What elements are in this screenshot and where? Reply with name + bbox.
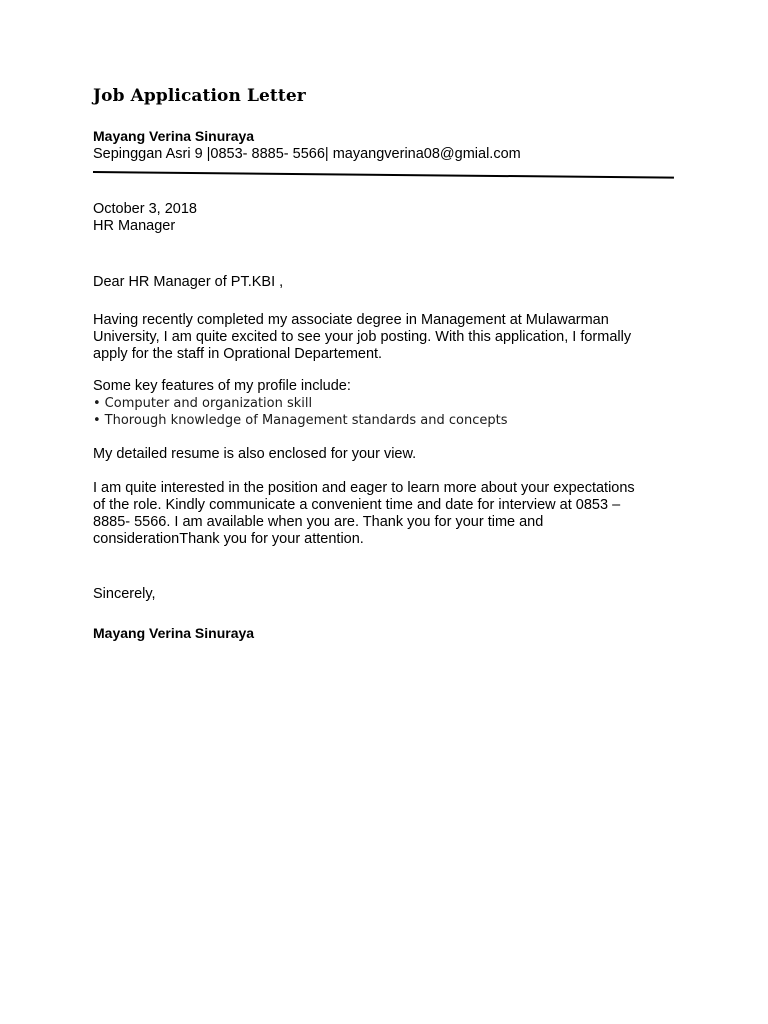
letter-date: October 3, 2018 xyxy=(93,201,197,217)
page-title: Job Application Letter xyxy=(93,86,306,106)
header-divider xyxy=(93,171,674,179)
sender-name: Mayang Verina Sinuraya xyxy=(93,128,255,144)
closing-paragraph xyxy=(93,480,635,548)
resume-note: My detailed resume is also enclosed for your view. xyxy=(93,446,417,462)
intro-line: apply for the staff in Oprational Departement. xyxy=(93,346,383,362)
closing-line: I am quite interested in the position and eager to learn more about your expectations xyxy=(93,480,635,496)
list-item: • Thorough knowledge of Management standards and concepts xyxy=(93,412,507,429)
signature-name: Mayang Verina Sinuraya xyxy=(93,625,255,641)
features-list xyxy=(93,395,507,429)
list-item: • Computer and organization skill xyxy=(93,395,507,412)
intro-line: Having recently completed my associate degree in Management at Mulawarman xyxy=(93,312,609,328)
sign-off: Sincerely, xyxy=(93,586,156,602)
recipient-line: HR Manager xyxy=(93,218,176,234)
closing-line: considerationThank you for your attention. xyxy=(93,531,364,547)
features-intro: Some key features of my profile include: xyxy=(93,378,351,394)
intro-paragraph xyxy=(93,312,631,363)
intro-line: University, I am quite excited to see your job posting. With this application, I formally xyxy=(93,329,632,345)
closing-line: 8885- 5566. I am available when you are. Thank you for your time and xyxy=(93,514,544,530)
closing-line: of the role. Kindly communicate a convenient time and date for interview at 0853 – xyxy=(93,497,621,513)
sender-contact: Sepinggan Asri 9 |0853- 8885- 5566| mayangverina08@gmial.com xyxy=(93,146,521,162)
salutation: Dear HR Manager of PT.KBI , xyxy=(93,274,284,290)
